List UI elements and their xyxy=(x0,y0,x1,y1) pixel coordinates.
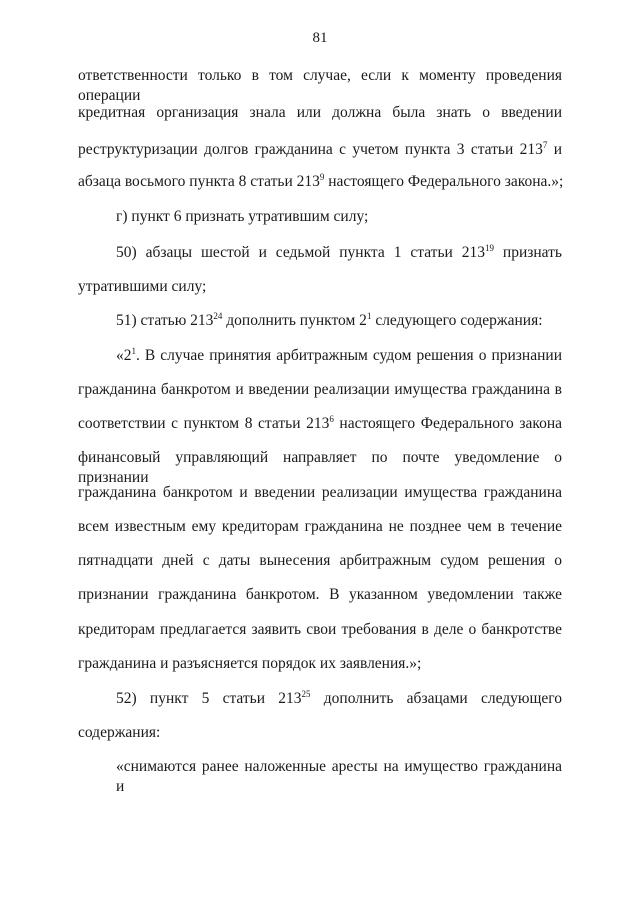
text-line: пятнадцати дней с даты вынесения арбитражным судом решения о xyxy=(78,552,562,569)
text-line: утратившими силу; xyxy=(78,278,207,295)
text-line: «$2^1$. В случае принятия арбитражным судом решения о признании xyxy=(116,346,562,364)
text-line: всем известным ему кредиторам гражданина не позднее чем в течение xyxy=(78,518,562,535)
text-line: «снимаются ранее наложенные аресты на имущество гражданина и xyxy=(116,758,562,795)
text-line: 51) статью $213^{24}$ дополнить пунктом $2^1$ следующего содержания: xyxy=(116,311,543,329)
text-line: 50) абзацы шестой и седьмой пункта 1 статьи $213^{19}$ признать xyxy=(116,243,562,261)
text-line: гражданина и разъясняется порядок их заявления.»; xyxy=(78,655,422,672)
text-line: г) пункт 6 признать утратившим силу; xyxy=(116,208,369,225)
text-line: кредиторам предлагается заявить свои требования в деле о банкротстве xyxy=(78,621,562,638)
text-line: гражданина банкротом и введении реализации имущества гражданина в xyxy=(78,381,562,398)
text-line: реструктуризации долгов гражданина с учетом пункта 3 статьи $213^7$ и xyxy=(78,140,562,158)
text-line: 52) пункт 5 статьи $213^{25}$ дополнить абзацами следующего xyxy=(116,689,563,707)
text-line: признании гражданина банкротом. В указанном уведомлении также xyxy=(78,586,562,603)
text-line: соответствии с пунктом 8 статьи $213^6$ настоящего Федерального закона xyxy=(78,414,563,432)
text-line: абзаца восьмого пункта 8 статьи $213^9$ настоящего Федерального закона.»; xyxy=(78,172,564,190)
text-line: кредитная организация знала или должна была знать о введении xyxy=(78,104,562,121)
text-line: финансовый управляющий направляет по почте уведомление о признании xyxy=(78,449,562,486)
page-number: 81 xyxy=(312,30,328,46)
text-line: ответственности только в том случае, если к моменту проведения операции xyxy=(78,67,562,104)
text-line: гражданина банкротом и введении реализации имущества гражданина xyxy=(78,484,562,501)
text-line: содержания: xyxy=(78,724,161,741)
